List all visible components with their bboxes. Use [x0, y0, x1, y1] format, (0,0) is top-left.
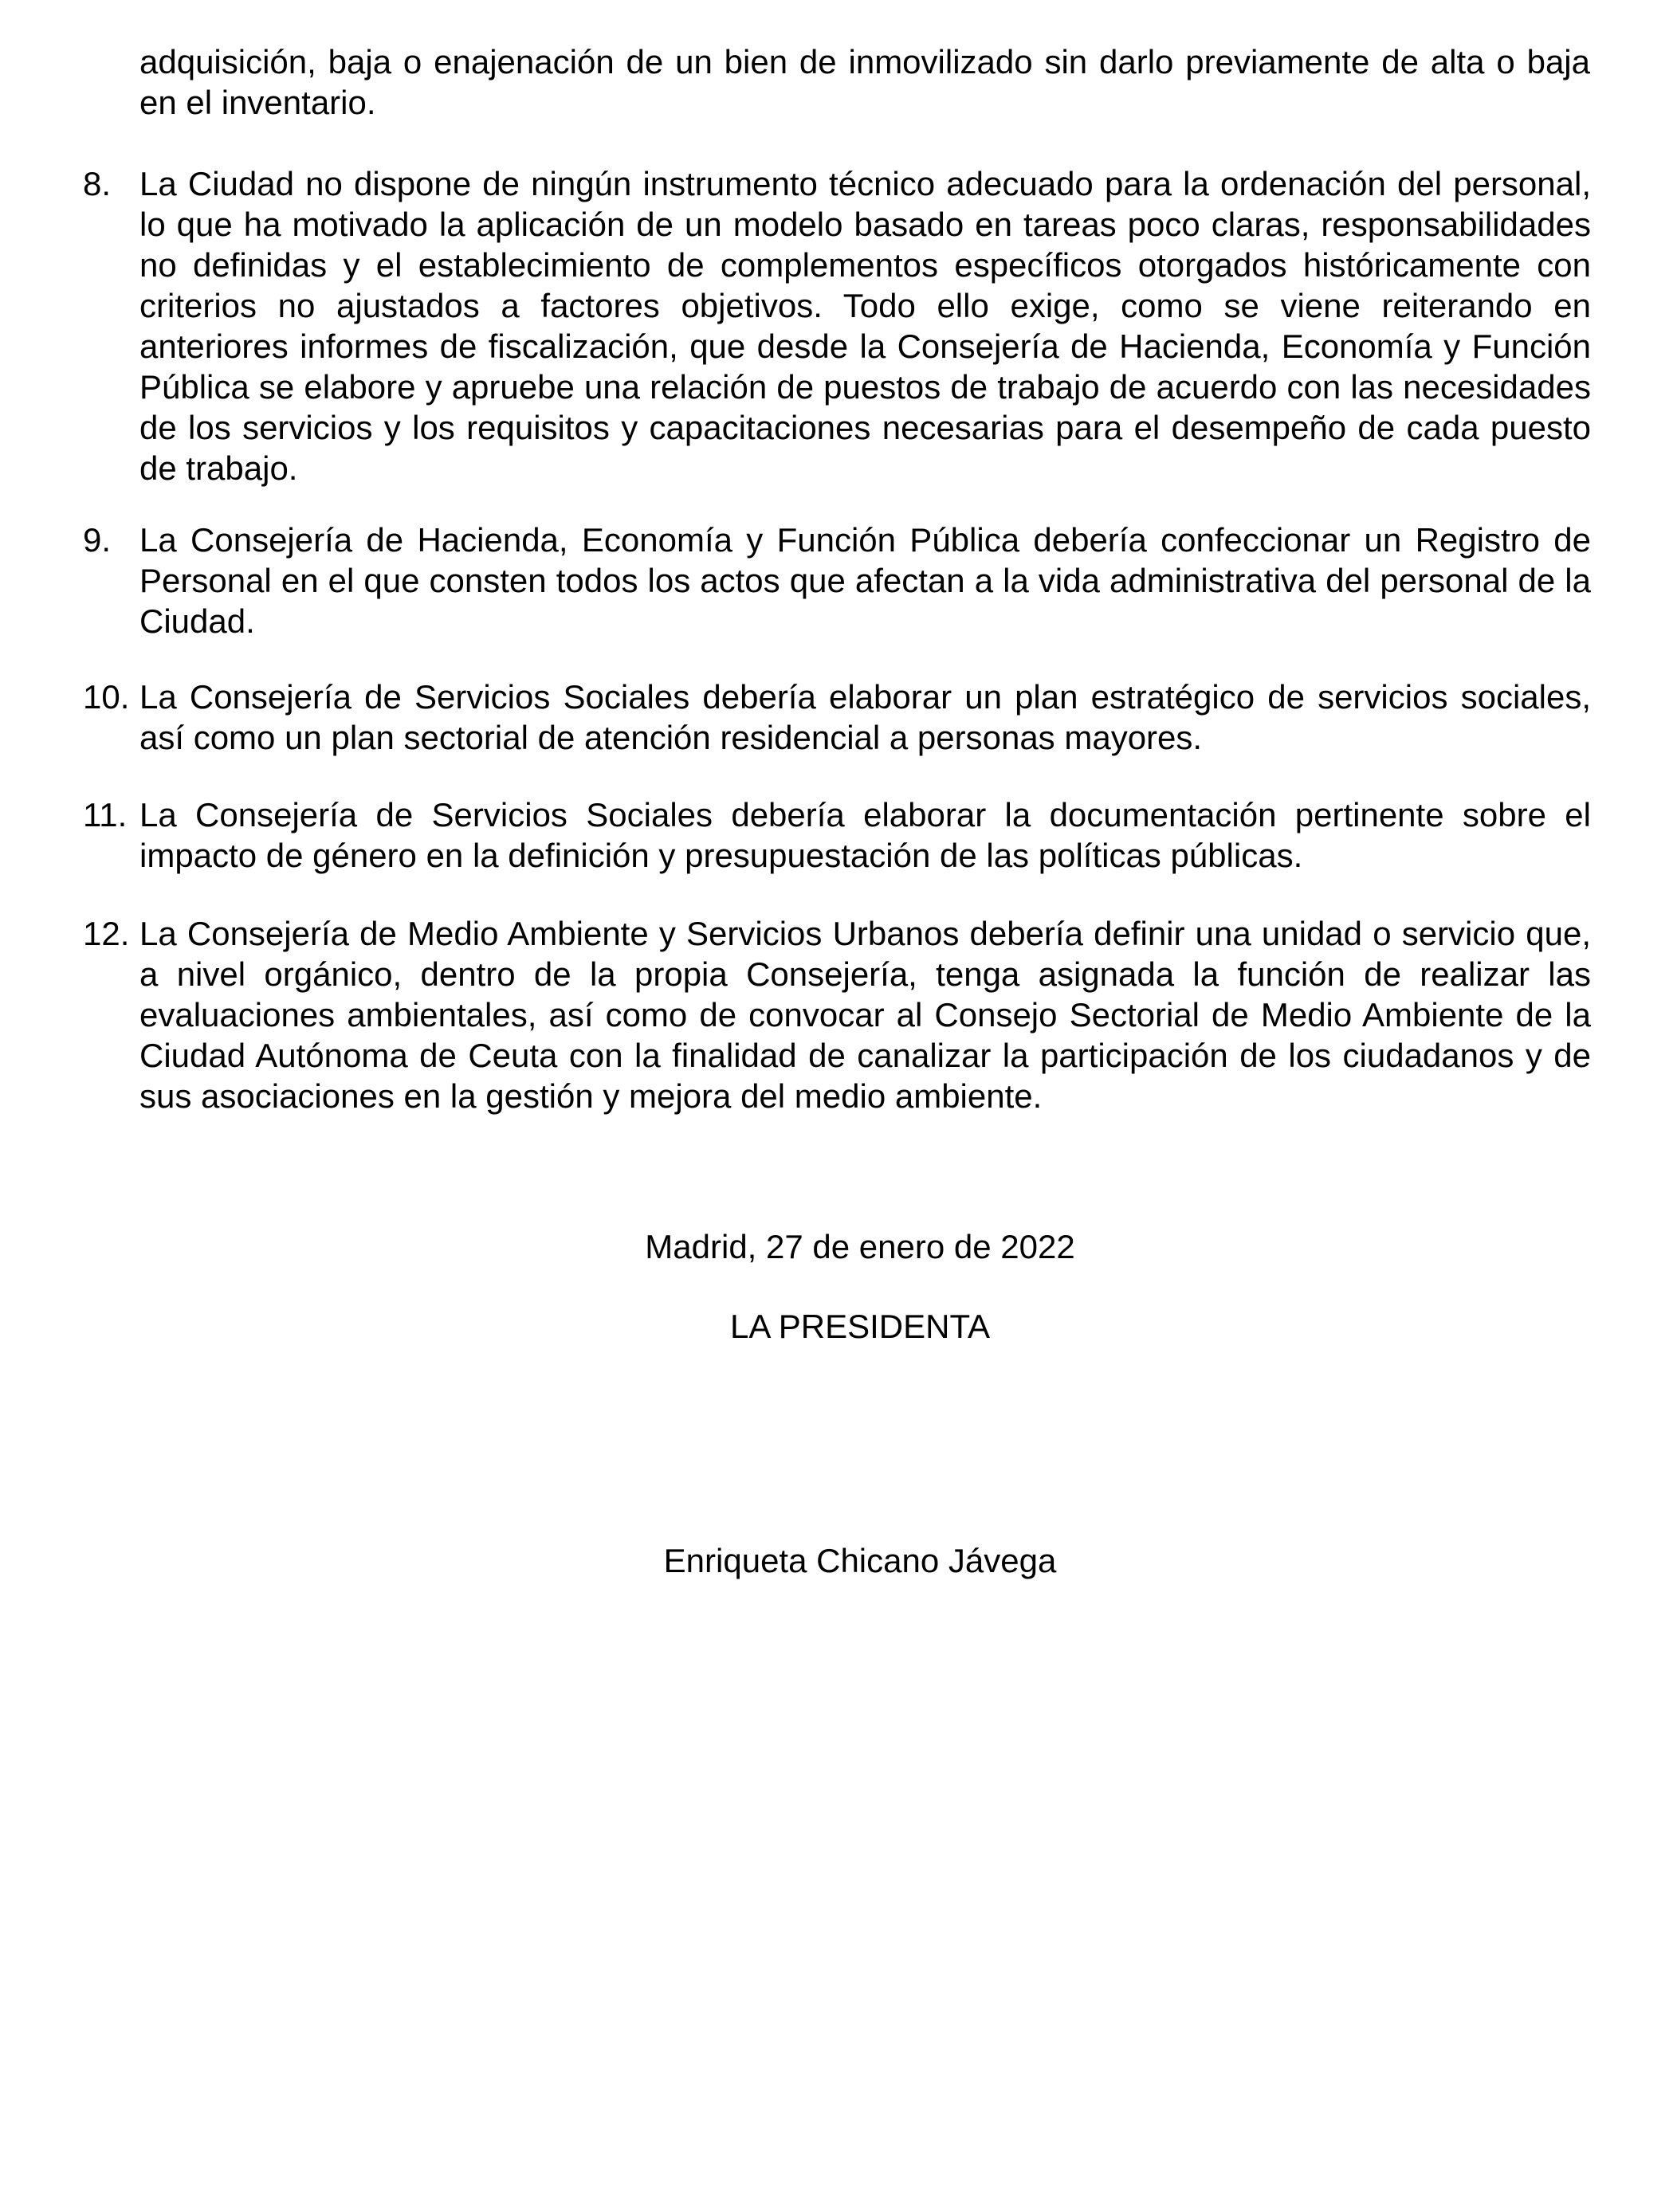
place-date: Madrid, 27 de enero de 2022	[645, 1228, 1075, 1265]
item-text: La Consejería de Servicios Sociales debería elaborar un plan estratégico de servicios sociales, así como un plan sectorial de atención residencial a personas mayores.	[139, 678, 1591, 756]
signatory-role: LA PRESIDENTA	[730, 1308, 990, 1345]
item-text: La Ciudad no dispone de ningún instrumento técnico adecuado para la ordenación del personal, lo que ha motivado la aplicación de un modelo basado en tareas poco claras, responsabilidades no definidas y el establecimiento de complementos específicos otorgados históricamente con criterios no ajustados a factores objetivos. Todo ello exige, como se viene reiterando en anteriores informes de fiscalización, que desde la Consejería de Hacienda, Economía y Función Pública se elabore y apruebe una relación de puestos de trabajo de acuerdo con las necesidades de los servicios y los requisitos y capacitaciones necesarias para el desempeño de cada puesto de trabajo.	[139, 165, 1591, 487]
list-item-10	[83, 677, 1591, 758]
signatory-name: Enriqueta Chicano Jávega	[663, 1542, 1057, 1579]
item-text: La Consejería de Servicios Sociales debería elaborar la documentación pertinente sobre el impacto de género en la definición y presupuestación de las políticas públicas.	[139, 796, 1591, 874]
list-item-8	[83, 163, 1591, 488]
item-number: 8.	[83, 165, 112, 202]
item-text: La Consejería de Medio Ambiente y Servicios Urbanos debería definir una unidad o servicio que, a nivel orgánico, dentro de la propia Consejería, tenga asignada la función de realizar las evaluaciones ambientales, así como de convocar al Consejo Sectorial de Medio Ambiente de la Ciudad Autónoma de Ceuta con la finalidad de canalizar la participación de los ciudadanos y de sus asociaciones en la gestión y mejora del medio ambiente.	[139, 915, 1591, 1115]
list-item-12	[83, 913, 1591, 1116]
list-item-11	[83, 794, 1591, 876]
continuation-paragraph: adquisición, baja o enajenación de un bien de inmovilizado sin darlo previamente de alta o baja en el inventario.	[139, 43, 1590, 121]
item-number: 9.	[83, 521, 112, 559]
item-number: 12.	[83, 915, 130, 952]
item-number: 10.	[83, 678, 130, 716]
item-text: La Consejería de Hacienda, Economía y Función Pública debería confeccionar un Registro de Personal en el que consten todos los actos que afectan a la vida administrativa del personal de la Ciudad.	[139, 521, 1591, 640]
list-item-9	[83, 520, 1591, 641]
item-number: 11.	[83, 796, 128, 833]
